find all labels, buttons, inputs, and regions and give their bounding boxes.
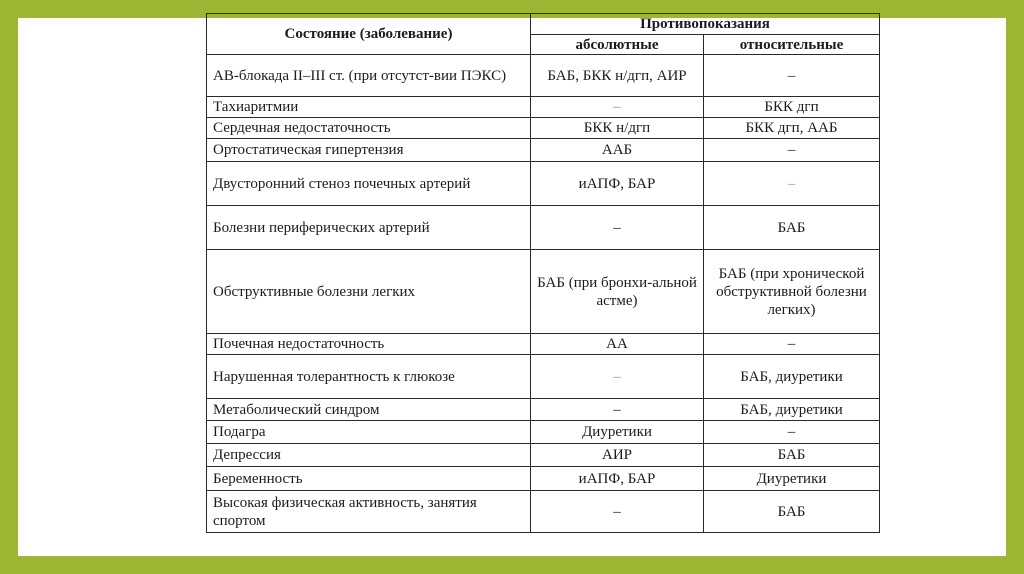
table-row [207, 491, 880, 533]
absolute-cell: – [531, 97, 704, 118]
condition-cell: Обструктивные болезни легких [207, 250, 531, 334]
header-relative: относительные [704, 35, 880, 55]
condition-cell: Метаболический синдром [207, 399, 531, 421]
header-absolute: абсолютные [531, 35, 704, 55]
absolute-cell: БКК н/дгп [531, 118, 704, 139]
relative-cell: БАБ (при хронической обструктивной болезни легких) [704, 250, 880, 334]
absolute-cell: АИР [531, 444, 704, 467]
condition-cell: Сердечная недостаточность [207, 118, 531, 139]
absolute-cell: – [531, 355, 704, 399]
relative-cell: – [704, 421, 880, 444]
table-row [207, 444, 880, 467]
relative-cell: – [704, 139, 880, 162]
condition-cell: Почечная недостаточность [207, 334, 531, 355]
absolute-cell: ААБ [531, 139, 704, 162]
table-row [207, 97, 880, 118]
header-condition: Состояние (заболевание) [207, 14, 531, 55]
table-row [207, 467, 880, 491]
table-row [207, 55, 880, 97]
relative-cell: БАБ [704, 206, 880, 250]
table-row [207, 206, 880, 250]
condition-cell: Нарушенная толерантность к глюкозе [207, 355, 531, 399]
absolute-cell: – [531, 206, 704, 250]
table-row [207, 162, 880, 206]
relative-cell: БАБ, диуретики [704, 355, 880, 399]
relative-cell: БАБ [704, 444, 880, 467]
condition-cell: Болезни периферических артерий [207, 206, 531, 250]
absolute-cell: – [531, 491, 704, 533]
relative-cell: Диуретики [704, 467, 880, 491]
absolute-cell: – [531, 399, 704, 421]
relative-cell: – [704, 334, 880, 355]
relative-cell: БАБ [704, 491, 880, 533]
condition-cell: Высокая физическая активность, занятия спортом [207, 491, 531, 533]
absolute-cell: БАБ (при бронхи-альной астме) [531, 250, 704, 334]
relative-cell: – [704, 55, 880, 97]
table-row [207, 139, 880, 162]
contraindications-table [206, 13, 880, 533]
condition-cell: АВ-блокада II–III ст. (при отсутст-вии ПЭКС) [207, 55, 531, 97]
absolute-cell: иАПФ, БАР [531, 162, 704, 206]
table-row [207, 118, 880, 139]
condition-cell: Тахиаритмии [207, 97, 531, 118]
header-contraindications: Противопоказания [531, 14, 880, 35]
condition-cell: Ортостатическая гипертензия [207, 139, 531, 162]
table-row [207, 399, 880, 421]
table-row [207, 250, 880, 334]
absolute-cell: Диуретики [531, 421, 704, 444]
table-row [207, 355, 880, 399]
absolute-cell: АА [531, 334, 704, 355]
relative-cell: БКК дгп [704, 97, 880, 118]
condition-cell: Депрессия [207, 444, 531, 467]
condition-cell: Двусторонний стеноз почечных артерий [207, 162, 531, 206]
table-row [207, 334, 880, 355]
slide [18, 18, 1006, 556]
absolute-cell: БАБ, БКК н/дгп, АИР [531, 55, 704, 97]
relative-cell: БАБ, диуретики [704, 399, 880, 421]
condition-cell: Подагра [207, 421, 531, 444]
relative-cell: БКК дгп, ААБ [704, 118, 880, 139]
relative-cell: – [704, 162, 880, 206]
condition-cell: Беременность [207, 467, 531, 491]
absolute-cell: иАПФ, БАР [531, 467, 704, 491]
table-row [207, 421, 880, 444]
